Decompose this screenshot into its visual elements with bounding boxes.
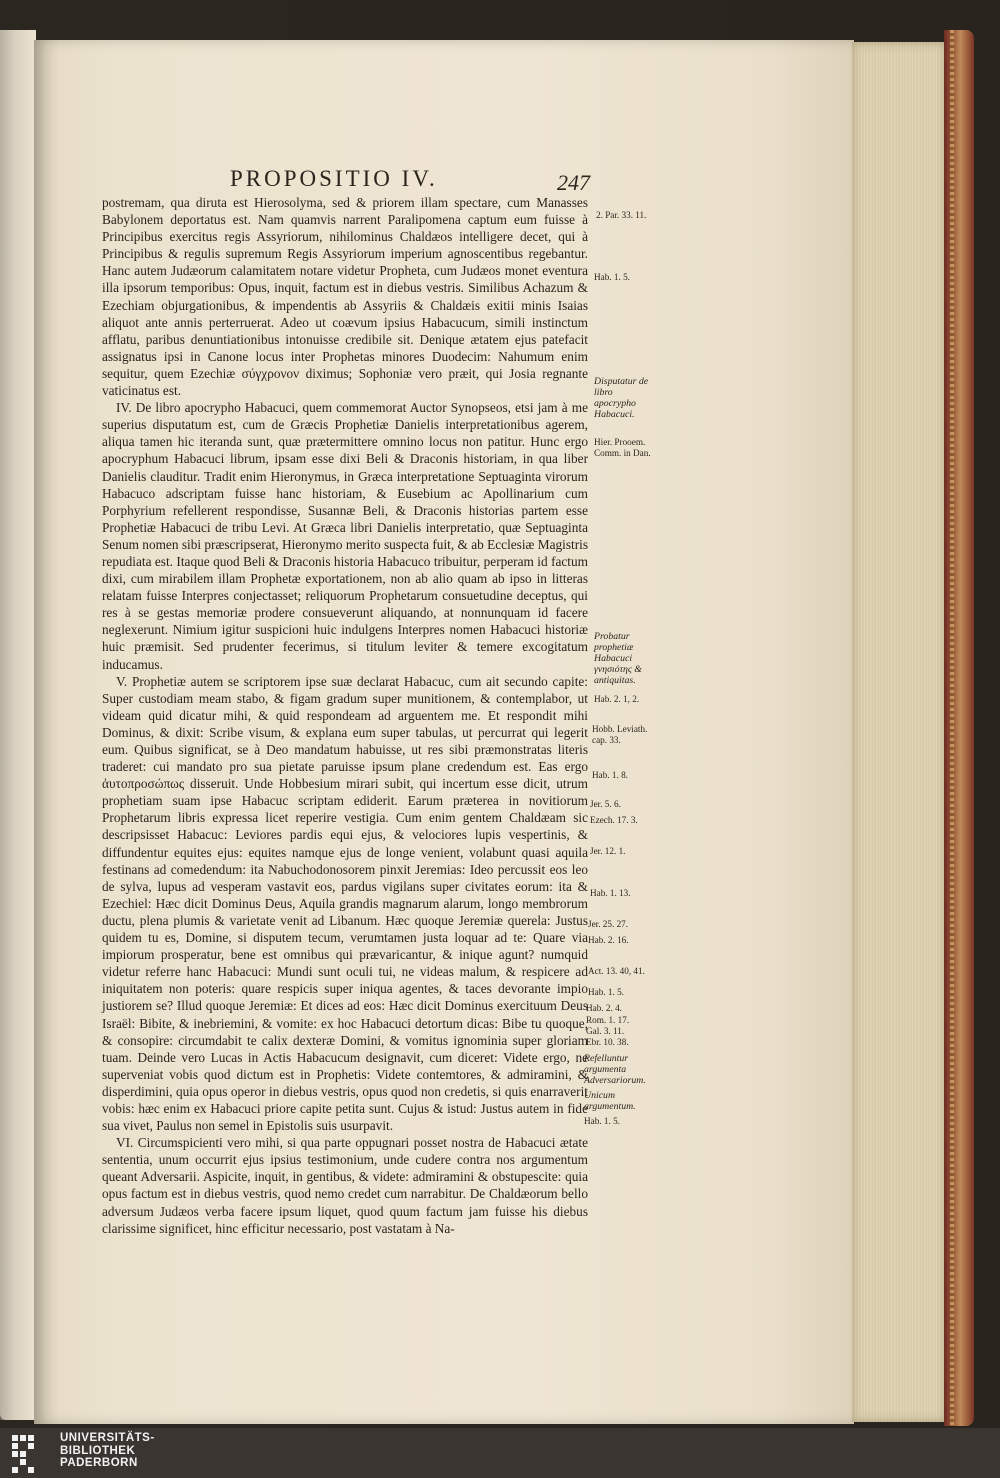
margin-note: 2. Par. 33. 11. <box>596 210 647 220</box>
margin-note: Hab. 1. 13. <box>590 888 631 898</box>
margin-note: Refelluntur argumenta Adversariorum. <box>584 1053 646 1086</box>
book-cover-spine <box>944 30 974 1426</box>
main-text-column <box>102 194 588 1237</box>
logo-line: BIBLIOTHEK <box>60 1444 136 1457</box>
page-number: 247 <box>557 170 590 195</box>
paragraph-4: VI. Circumspicienti vero mihi, si qua parte oppugnari posset nostra de Habacuci ætate sententia, unum occurrit ejus ipsius testimonium, unde cudere contra nos argumentum queant Adversarii. Aspicite, inquit, in gentibus, & videte: admiramini & obstupescite: quia opus factum est in diebus vestris, quod nemo credet cum narrabitur. De Chaldæorum bello adversum Judæos verba facere ipsum liquet, quod quum factum jam fuisse his diebus clarissime significet, hinc efficitur necessario, post vastatam à Na- <box>102 1135 588 1236</box>
margin-note: Unicum argumentum. <box>584 1090 636 1112</box>
library-logo-icon <box>10 1433 52 1473</box>
margin-note: Act. 13. 40, 41. <box>588 966 645 976</box>
logo-line: UNIVERSITÄTS- <box>60 1432 155 1444</box>
margin-note: Jer. 25. 27. <box>588 919 629 929</box>
paragraph-1: postremam, qua diruta est Hierosolyma, sed & priorem illam spectare, cum Manasses Babylonem deportatus est. Nam quamvis narrent Paralipomena captum eum fuisse à Principibus exercitus regis Assyriorum, nihilominus Chaldæos intelligere decet, qui à Principibus & regulis supremum Regis Assyriorum imperium agnoscentibus regebantur. Hanc autem Judæorum calamitatem notare videtur Propheta, cum Judæos monet eventura illa ipsorum temporibus: Opus, inquit, factum est in diebus vestris. Similibus Achazum & Ezechiam objurgationibus, & impendentis ab Assyriis & Chaldæis exitii minis Isaias aliquot ante annis perterruerat. Adeo ut coævum ipsius Habacucum, simili instinctum afflatu, paribus denuntiationibus intonuisse credibile sit. Denique ætatem ejus patefacit assignatus ipsi in Canone locus inter Prophetas minores Duodecim: Nahumum enim sequitur, quem Ezechiæ σύγχρονον diximus; Sophoniæ vero præit, qui Josia regnante vaticinatus est. <box>102 195 588 399</box>
margin-note: Hab. 2. 1, 2. <box>594 694 640 704</box>
margin-note: Gal. 3. 11. <box>586 1026 625 1036</box>
margin-note: Hab. 1. 5. <box>588 987 624 997</box>
margin-note: Jer. 5. 6. <box>590 799 621 809</box>
paragraph-3: V. Prophetiæ autem se scriptorem ipse suæ declarat Habacuc, cum ait secundo capite: Super custodiam meam stabo, & figam gradum super munitionem, & contemplabor, ut videam quid dicatur mihi, & quid respondeam ad arguentem me. Et respondit mihi Dominus, & dixit: Scribe visum, & explana eum super tabulas, ut percurrat qui legerit eum. Quibus significat, se à Deo mandatum habuisse, ut res sibi præmonstratas literis traderet: cui mandato pro sua pietate paruisse ipsum plane credendum est. Eas ergo ἀυτοπροσώπως disseruit. Unde Hobbesium mirari subit, qui incertum esse dicit, utrum prophetiam suam ipse Habacuc scriptam ediderit. Earum præterea in novitiorum Prophetarum libris expressa licet reperire vestigia. Cum enim gentem Chaldæam sic descripsisset Habacuc: Leviores pardis equi ejus, & velociores lupis vespertinis, & diffundentur equites ejus: equites namque ejus de longe venient, volabunt quasi aquila festinans ad comedendum: ita Nabuchodonosorem pinxit Jeremias: Ideo percussit eos leo de sylva, lupus ad vesperam vastavit eos, pardus vigilans super civitates eorum: ita & Ezechiel: Hæc dicit Dominus Deus, Aquila grandis magnarum alarum, longo membrorum ductu, plena plumis & varietate venit ad Libanum. Hæc quoque Jeremiæ querela: Justus quidem tu es, Domine, si disputem tecum, verumtamen justa loquar ad te: Quare via impiorum prosperatur, bene est omnibus qui prævaricantur, & inique agunt? numquid videtur referre hanc Habacuci: Mundi sunt oculi tui, ne videas malum, & respicere ad iniquitatem non poteris: quare respicis super iniqua agentes, & taces devorante impio justiorem se? Illud quoque Jeremiæ: Et dices ad eos: Hæc dicit Dominus exercituum Deus Israël: Bibite, & inebriemini, & vomite: ex hoc Habacuci detortum dicas: Bibe tu quoque, & consopire: circumdabit te calix dexteræ Domini, & vomitus ignominia super gloriam tuam. Deinde vero Lucas in Actis Habacucum designavit, cum diceret: Videte ergo, ne superveniat vobis quod dictum est in Prophetis: Videte contemtores, & admiramini, & disperdimini, quia opus operor in diebus vestris, opus quod non credetis, si quis enarraverit vobis: hæc enim ex Habacuci priore capite petita sunt. Cujus & istud: Justus autem in fide sua vivet, Paulus non semel in Epistolis suis usurpavit. <box>102 673 588 1134</box>
margin-note: Hab. 1. 5. <box>584 1116 620 1126</box>
logo-line: PADERBORN <box>60 1457 138 1469</box>
margin-note: Ebr. 10. 38. <box>586 1037 629 1047</box>
margin-note: Disputatur de libro apocrypho Habacuci. <box>594 376 649 420</box>
margin-note: Hier. Prooem. Comm. in Dan. <box>594 437 651 458</box>
margin-note: Hab. 1. 8. <box>592 770 628 780</box>
running-header: PROPOSITIO IV. <box>230 166 438 191</box>
left-facing-page <box>0 30 36 1420</box>
margin-note: Rom. 1. 17. <box>586 1015 630 1025</box>
margin-note: Jer. 12. 1. <box>590 846 626 856</box>
margin-note: Hab. 2. 4. <box>586 1003 622 1013</box>
library-logo-text <box>60 1432 155 1470</box>
margin-note: Probatur prophetiæ Habacuci γνησιότης & antiquitas. <box>594 631 642 686</box>
margin-note: Ezech. 17. 3. <box>590 815 638 825</box>
margin-note: Hab. 2. 16. <box>588 935 629 945</box>
margin-note: Hab. 1. 5. <box>594 272 630 282</box>
paragraph-2: IV. De libro apocrypho Habacuci, quem commemorat Auctor Synopseos, etsi jam à me superius disputatum est, cum de Græcis Prophetiæ Danielis interpretationibus agerem, aliqua tamen hic iteranda sunt, quæ prætermittere omnino locus non patitur. Hunc ergo apocryphum Habacuci librum, ipsam esse dixi Beli & Draconis historiam, in qua liber Danielis clauditur. Tradit enim Hieronymus, in Græca interpretatione Septuaginta virorum Habacuco adscriptam fuisse hanc historiam, & Eusebium ac Apollinarium cum Porphyrium refellerent respondisse, Susannæ Beli, & Draconis historias partem esse Prophetiæ Habacuci de tribu Levi. At Græca libri Danielis interpretatio, quæ Septuaginta Senum nomen sibi præscripserat, Hieronymo merito suspecta fuit, & ab Ecclesiæ Magistris repudiata est. Itaque quod Beli & Draconis historia Habacuco tribuitur, perperam id factum dixi, cum mirabilem illam Prophetæ exportationem, non ab alio quam ab ipso in litteras relatam fuisse Interpres conjectasset; reliquorum Prophetarum consuetudine deceptus, qui res à se gestas memoriæ prodere consueverunt aliquando, at nonnunquam id facere neglexerunt. Nimium igitur suspicioni huic indulgens Interpres nomen Habacuci historiæ huic præmisit. Sed prudenter fecerimus, si titulum leviter & temere excogitatum inducamus. <box>102 400 588 672</box>
margin-note: Hobb. Leviath. cap. 33. <box>592 724 648 745</box>
page-edges <box>852 42 946 1422</box>
